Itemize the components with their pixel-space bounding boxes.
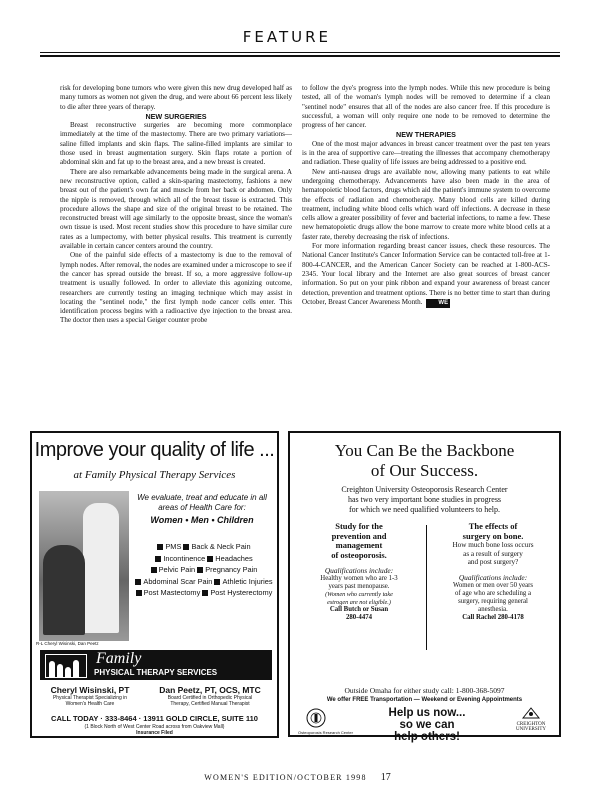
creighton-crest-icon — [521, 707, 541, 719]
qualification-line: Healthy women who are 1-3 — [320, 575, 398, 582]
study-title-line: surgery on bone. — [462, 530, 524, 541]
article-paragraph: One of the painful side effects of a mastectomy is due to the removal of lymph nodes. After removal, the nodes are examined under a microscope to see if the cancer has spread outside the breast. If so, a more aggressive follow-up treatment is usually followed. In order to alleviate this agonizing outcome, researchers are currently testing an imaging technique which may assist in locating the "sentinel node," the first lymph node cancer cells enter. This identification process begins with a radioactive dye injection to the breast area. The doctor then uses a special Geiger counter probe — [60, 251, 292, 325]
qualifications-heading: Qualifications include: — [458, 572, 528, 582]
intro-line: for which we need qualified volunteers to help. — [348, 505, 501, 514]
therapist-figure — [83, 503, 119, 633]
headline-line: of Our Success. — [370, 461, 479, 480]
study-osteoporosis — [294, 522, 424, 622]
intro-line: has two very important bone studies in progress — [347, 495, 502, 504]
bullet-square-icon — [214, 579, 220, 585]
therapist-desc: Board Certified in Orthopedic Physical — [167, 695, 253, 701]
therapist-credit — [146, 685, 274, 707]
subheading-new-surgeries: NEW SURGERIES — [145, 111, 207, 121]
bullet-square-icon — [183, 544, 189, 550]
qualification-line: years past menopause. — [328, 583, 390, 590]
edition-label: WOMEN'S EDITION/OCTOBER 1998 — [204, 773, 367, 782]
service-item: Pelvic Pain — [158, 565, 196, 574]
logo-subtitle: PHYSICAL THERAPY SERVICES — [94, 668, 218, 677]
service-row — [132, 576, 276, 588]
slogan-line: so we can — [399, 719, 455, 731]
section-title: FEATURE — [242, 28, 331, 46]
study-title-line: The effects of — [468, 521, 518, 531]
therapist-name: Cheryl Wisinski, PT — [50, 685, 130, 695]
therapist-desc: Therapy, Certified Manual Therapist — [170, 701, 250, 707]
article-left-column — [60, 84, 292, 326]
bullet-square-icon — [135, 579, 141, 585]
article-paragraph: There are also remarkable advancements being made in the surgical arena. A new reconstructive option, called a skin-sparing mastectomy, fashions a new breast out of the patient's own fat and muscle from her back or abdomen. Only the nipple is removed, through which all of the breast tissue is extracted. This procedure allows the shape and size of the original breast to be retained. The reconstructed breast will age similarly to the opposite breast, since the woman's own tissue is used. Most recent studies show this procedure to have similar cure rates as a lumpectomy, with better physical results. This treatment is currently available in certain cancer centers around the country. — [60, 167, 292, 251]
creighton-study-advertisement — [288, 431, 561, 743]
service-item: Headaches — [215, 553, 253, 563]
service-row — [132, 564, 276, 576]
page-number: 17 — [380, 772, 391, 783]
service-item: Incontinence — [163, 553, 206, 563]
osteoporosis-center-seal-icon — [304, 708, 328, 728]
creighton-logo — [508, 707, 554, 733]
ad-headline — [290, 441, 559, 481]
ad-intro — [290, 485, 559, 515]
qualification-note: (Women who currently take — [325, 591, 393, 598]
service-item: Pregnancy Pain — [205, 565, 258, 574]
contact-line: Call Rachel 280-4178 — [462, 613, 524, 621]
therapist-desc: Physical Therapist Specializing in — [52, 695, 128, 701]
study-title-line: prevention and — [331, 530, 387, 541]
page-footer — [0, 772, 595, 783]
therapist-name: Dan Peetz, PT, OCS, MTC — [159, 685, 261, 695]
therapist-credit — [38, 685, 142, 707]
therapists-photo — [39, 491, 129, 641]
service-row — [132, 541, 276, 553]
contact-phone: 280-4474 — [345, 614, 373, 621]
bullet-square-icon — [207, 556, 213, 562]
article-paragraph — [302, 242, 550, 308]
qualification-line: surgery, requiring general — [458, 597, 528, 605]
service-item: Post Hysterectomy — [210, 588, 273, 597]
column-divider — [426, 525, 427, 650]
ad-audience: Women • Men • Children — [150, 515, 254, 525]
bullet-square-icon — [197, 567, 203, 573]
article-paragraph: Breast reconstructive surgeries are becoming more commonplace immediately at the time of the mastectomy. There are two primary variations—saline filled implants and skin flaps. The saline-filled implants are similar to those used in breast augmentation surgery. Skin flaps rotate a portion of abdominal skin and fat up to the breast area, and a new breast is created. — [60, 121, 292, 167]
intro-line: Creighton University Osteoporosis Research Center — [341, 485, 508, 494]
headline-line: You Can Be the Backbone — [334, 441, 515, 460]
services-list — [132, 541, 276, 599]
service-row — [132, 587, 276, 599]
transportation-note: We offer FREE Transportation — Weekend or Evening Appointments — [326, 697, 523, 703]
photo-caption: R-L Cheryl Wisinski, Dan Peetz — [36, 641, 99, 646]
family-pt-logo — [40, 650, 272, 680]
bullet-square-icon — [155, 556, 161, 562]
logo-word: Family — [96, 650, 142, 667]
call-to-action: CALL TODAY · 333-8464 · 13911 GOLD CIRCLE, SUITE 110 — [51, 714, 258, 723]
subheading-new-therapies: NEW THERAPIES — [396, 130, 456, 140]
study-title-line: of osteoporosis. — [331, 549, 387, 560]
phone-line: Outside Omaha for either study call: 1-800-368-5097 — [344, 686, 505, 695]
bullet-square-icon — [136, 590, 142, 596]
end-badge: WE — [426, 299, 450, 308]
service-row — [132, 553, 276, 565]
qualifications-heading: Qualifications include: — [324, 566, 394, 575]
study-surgery — [428, 522, 558, 622]
qualification-line: of age who are scheduling a — [454, 589, 532, 597]
qualification-line: Women or men over 50 years — [452, 581, 534, 589]
article-paragraph: New anti-nausea drugs are available now, allowing many patients to eat while undergoing chemotherapy. Advancements have also been made in the area of hematopoietic blood factors, drugs which aid the patient's immune system to overcome the effects of radiation and chemotherapy. Many blood cells are killed during treatment, including white blood cells which ward off infections. A decrease in these cells allow a greater possibility of fever and bacterial infections, to name a few. These new hematopoietic drugs allow the bone marrow to create more white blood cells at a faster rate, thereby decreasing the risk of infections. — [302, 167, 550, 241]
therapist-figure — [43, 545, 85, 635]
service-item: Athletic Injuries — [222, 576, 273, 586]
bullet-square-icon — [202, 590, 208, 596]
service-item: PMS — [165, 542, 182, 551]
article-paragraph: to follow the dye's progress into the lymph nodes. While this new procedure is being tested, all of the woman's lymph nodes will be removed to determine if a clean "sentinel node" ensures that all of the nodes are also cancer free. If this procedure is successful, a woman will only require one node to be removed to determine the progress of her cancer. — [302, 84, 550, 130]
qualification-line: anesthesia. — [478, 605, 508, 613]
article-text: For more information regarding breast cancer issues, check these resources. The National Cancer Institute's Cancer Information Service can be contacted toll-free at 1-800-4-CANCER, and the American Cancer Society can be reached at 1-800-ACS-2345. Your local library and the Internet are also great sources of breast cancer information. So put on your pink ribbon and expand your awareness of breast cancer detection, prevention and treatment options. There is no better time to start than during October, Breast Cancer Awareness Month. — [302, 242, 550, 306]
study-desc-line: as a result of surgery — [463, 549, 523, 558]
logo-text: UNIVERSITY — [516, 727, 546, 732]
bullet-square-icon — [157, 544, 163, 550]
ad-intro-text: We evaluate, treat and educate in all areas of Health Care for: — [137, 493, 267, 512]
family-pt-advertisement — [30, 431, 279, 738]
slogan-line: help others! — [394, 731, 460, 743]
qualification-note: estrogen are not eligible.) — [327, 598, 391, 606]
ad-intro — [132, 493, 272, 525]
location-note — [32, 724, 277, 736]
contact-line: Call Butch or Susan — [329, 606, 389, 613]
ad-headline: Improve your quality of life ... — [34, 439, 275, 461]
family-figures-icon — [45, 654, 87, 678]
logo-text: CREIGHTON — [516, 721, 546, 727]
study-desc-line: and post surgery? — [467, 558, 519, 567]
article-paragraph: One of the most major advances in breast cancer treatment over the past ten years is in the area of supportive care—treating the illnesses that accompany chemotherapy and radiation. These quality of life issues are being addressed to a positive end. — [302, 139, 550, 167]
header-rule-thick — [40, 55, 560, 57]
therapist-desc: Women's Health Care — [65, 701, 115, 707]
service-item: Back & Neck Pain — [191, 542, 251, 551]
section-header — [0, 28, 595, 47]
location-text: (1 Block North of West Center Road across from Oakview Mall) — [84, 724, 225, 730]
help-slogan — [386, 707, 468, 743]
service-item: Post Mastectomy — [143, 588, 201, 597]
study-desc-line: How much bone loss occurs — [452, 541, 534, 549]
service-item: Abdominal Scar Pain — [143, 576, 213, 586]
article-right-column — [302, 84, 550, 308]
ad-subheadline: at Family Physical Therapy Services — [73, 469, 236, 481]
insurance-note: Insurance Filed — [136, 730, 173, 736]
study-title-line: Study for the — [335, 521, 383, 531]
slogan-line: Help us now... — [388, 707, 466, 719]
seal-label: Osteoporosis Research Center — [298, 730, 353, 735]
article-paragraph: risk for developing bone tumors who were given this new drug developed half as many tumors as women not given the drug, and were about 66 percent less likely to die after three years of therapy. — [60, 84, 292, 111]
header-rule — [40, 52, 560, 53]
bullet-square-icon — [151, 567, 157, 573]
study-title-line: management — [335, 540, 383, 550]
